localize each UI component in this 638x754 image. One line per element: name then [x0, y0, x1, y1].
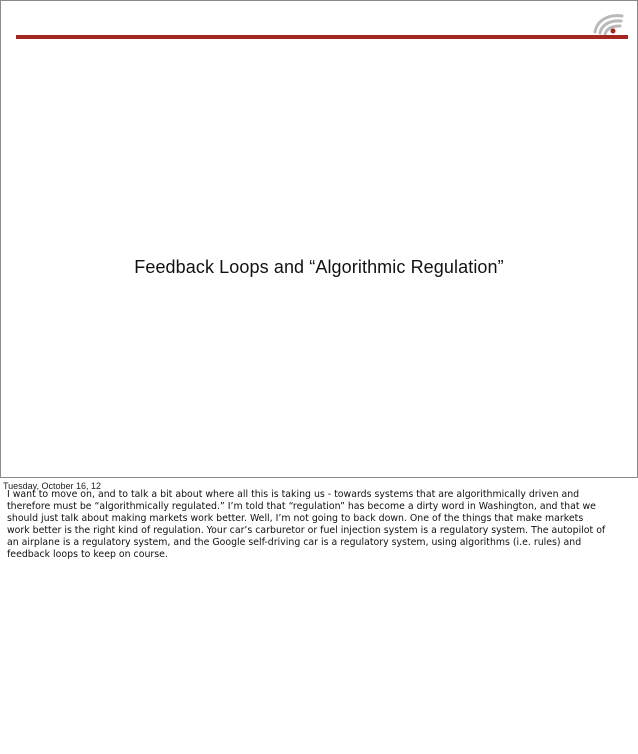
notes-line: feedback loops to keep on course.: [7, 549, 168, 560]
notes-line: therefore must be “algorithmically regulated.” I’m told that “regulation” has become a dirty word in Washington, and that we: [7, 501, 596, 512]
notes-line: I want to move on, and to talk a bit about where all this is taking us - towards systems that are algorithmically driven and: [7, 489, 580, 500]
slide-title: Feedback Loops and “Algorithmic Regulation”: [134, 257, 504, 277]
speaker-notes: [7, 489, 633, 561]
notes-line: work better is the right kind of regulation. Your car’s carburetor or fuel injection system is a regulatory system. The autopilot of: [7, 525, 606, 536]
notes-line: should just talk about making markets work better. Well, I’m not going to back down. One of the things that make markets: [7, 513, 584, 524]
title-accent-rule: [16, 35, 628, 39]
notes-line: an airplane is a regulatory system, and the Google self-driving car is a regulatory system, using algorithms (i.e. rules) and: [7, 537, 582, 548]
slide-date: Tuesday, October 16, 12: [3, 481, 102, 491]
swoosh-logo-icon: [591, 10, 625, 36]
